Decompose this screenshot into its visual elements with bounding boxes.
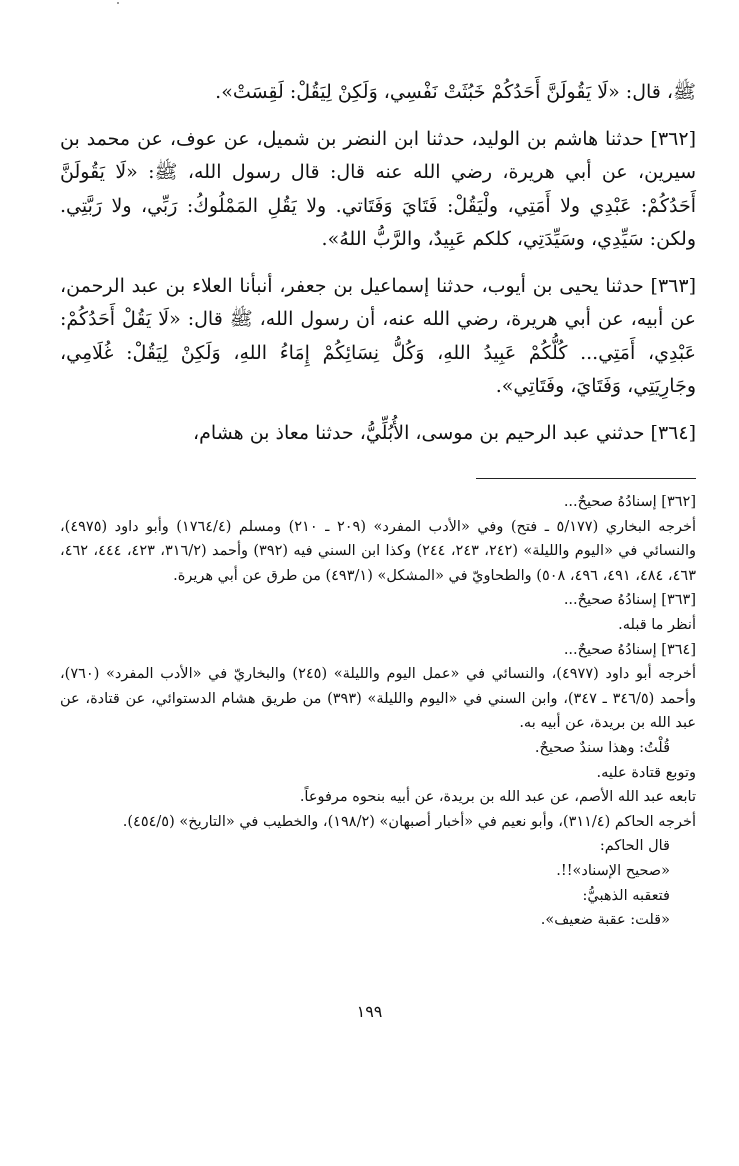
main-paragraph-1: ﷺ، قال: «لَا يَقُولَنَّ أَحَدُكُمْ خَبُثَتْ نَفْسِي، وَلَكِنْ لِيَقُلْ: لَقِسَتْ». [215,81,696,103]
footnote-dhahabi-quote: «قلت: عقبة ضعيف». [540,912,670,929]
main-text [60,76,696,450]
footnote-hakim-quote: «صحيح الإسناد»!!. [556,862,670,879]
footnotes [60,490,696,933]
footnote-dhahabi: فتعقبه الذهبيُّ: [582,887,670,904]
scan-mark [117,2,119,4]
footnote-divider [476,478,696,479]
footnote-362-grade: [٣٦٢] إسنادُهُ صحيحٌ... [563,494,696,510]
footnote-364-hakim: أخرجه الحاكم (٣١١/٤)، وأبو نعيم في «أخبار أصبهان» (١٩٨/٢)، والخطيب في «التاريخ» (٤٥٤/٥). [122,813,696,830]
footnote-hakim-said: قال الحاكم: [599,838,670,855]
footnote-364-follow: تابعه عبد الله الأصم، عن عبد الله بن بريدة، عن أبيه بنحوه مرفوعاً. [299,789,696,806]
footnote-364-grade: [٣٦٤] إسنادُهُ صحيحٌ... [563,641,696,658]
hadith-364: [٣٦٤] حدثني عبد الرحيم بن موسى، الأُبُلِّيُّ، حدثنا معاذ بن هشام، [193,421,696,444]
hadith-362: [٣٦٢] حدثنا هاشم بن الوليد، حدثنا ابن النضر بن شميل، عن عوف، عن محمد بن سيرين، عن أبي هريرة، رضي الله عنه قال: قال رسول الله، ﷺ: «لَا يَقُولَنَّ أَحَدُكُمْ: عَبْدِي ولا أَمَتِي، ولْيَقُلْ: فَتَايَ وَفَتَاتي. ولا يَقُلِ المَمْلُوكُ: رَبِّي، ولا رَبَّتِي. ولكن: سَيِّدِي، وسَيِّدَتِي، كلكم عَبِيدٌ، والرَّبُّ اللهُ». [60,127,696,250]
footnote-364-takhrij: أخرجه أبو داود (٤٩٧٧)، والنسائي في «عمل اليوم والليلة» (٢٤٥) والبخاريّ في «الأدب المفرد» (٧٦٠)، وأحمد (٣٤٦/٥ ـ ٣٤٧)، وابن السني في «اليوم والليلة» (٣٩٣) من طريق هشام الدستوائي، عن قتادة، عن عبد الله بن بريدة، عن أبيه به. [60,666,696,732]
footnote-363-note: أنظر ما قبله. [618,616,696,633]
footnote-364-corroboration: وتوبع قتادة عليه. [596,764,696,781]
page-number: ١٩٩ [356,1002,383,1021]
hadith-363: [٣٦٣] حدثنا يحيى بن أيوب، حدثنا إسماعيل بن جعفر، أنبأنا العلاء بن عبد الرحمن، عن أبيه، عن أبي هريرة، رضي الله عنه، أن رسول الله، ﷺ قال: «لَا يَقُلْ أَحَدُكُمْ: عَبْدِي، أَمَتِي... كُلُّكُمْ عَبِيدُ اللهِ، وَكُلُّ نِسَائِكُمْ إِمَاءُ اللهِ، وَلَكِنْ لِيَقُلْ: غُلَامِي، وجَارِيَتِي، وَفَتَايَ، وفَتَاتِي». [60,274,696,397]
footnote-364-comment: قُلْتُ: وهذا سندٌ صحيحٌ. [534,739,670,756]
footnote-362-takhrij: أخرجه البخاري (٥/١٧٧ ـ فتح) وفي «الأدب المفرد» (٢٠٩ ـ ٢١٠) ومسلم (١٧٦٤/٤) وأبو داود (٤٩٧٥)، والنسائي في «اليوم والليلة» (٢٤٢، ٢٤٣، ٢٤٤) وكذا ابن السني فيه (٣٩٢) وأحمد (٣١٦/٢، ٤٢٣، ٤٤٤، ٤٦٢، ٤٦٣، ٤٨٤، ٤٩١، ٤٩٦، ٥٠٨) والطحاويّ في «المشكل» (٤٩٣/١) من طرق عن أبي هريرة. [60,518,696,584]
footnote-363-grade: [٣٦٣] إسنادُهُ صحيحٌ... [563,592,696,609]
